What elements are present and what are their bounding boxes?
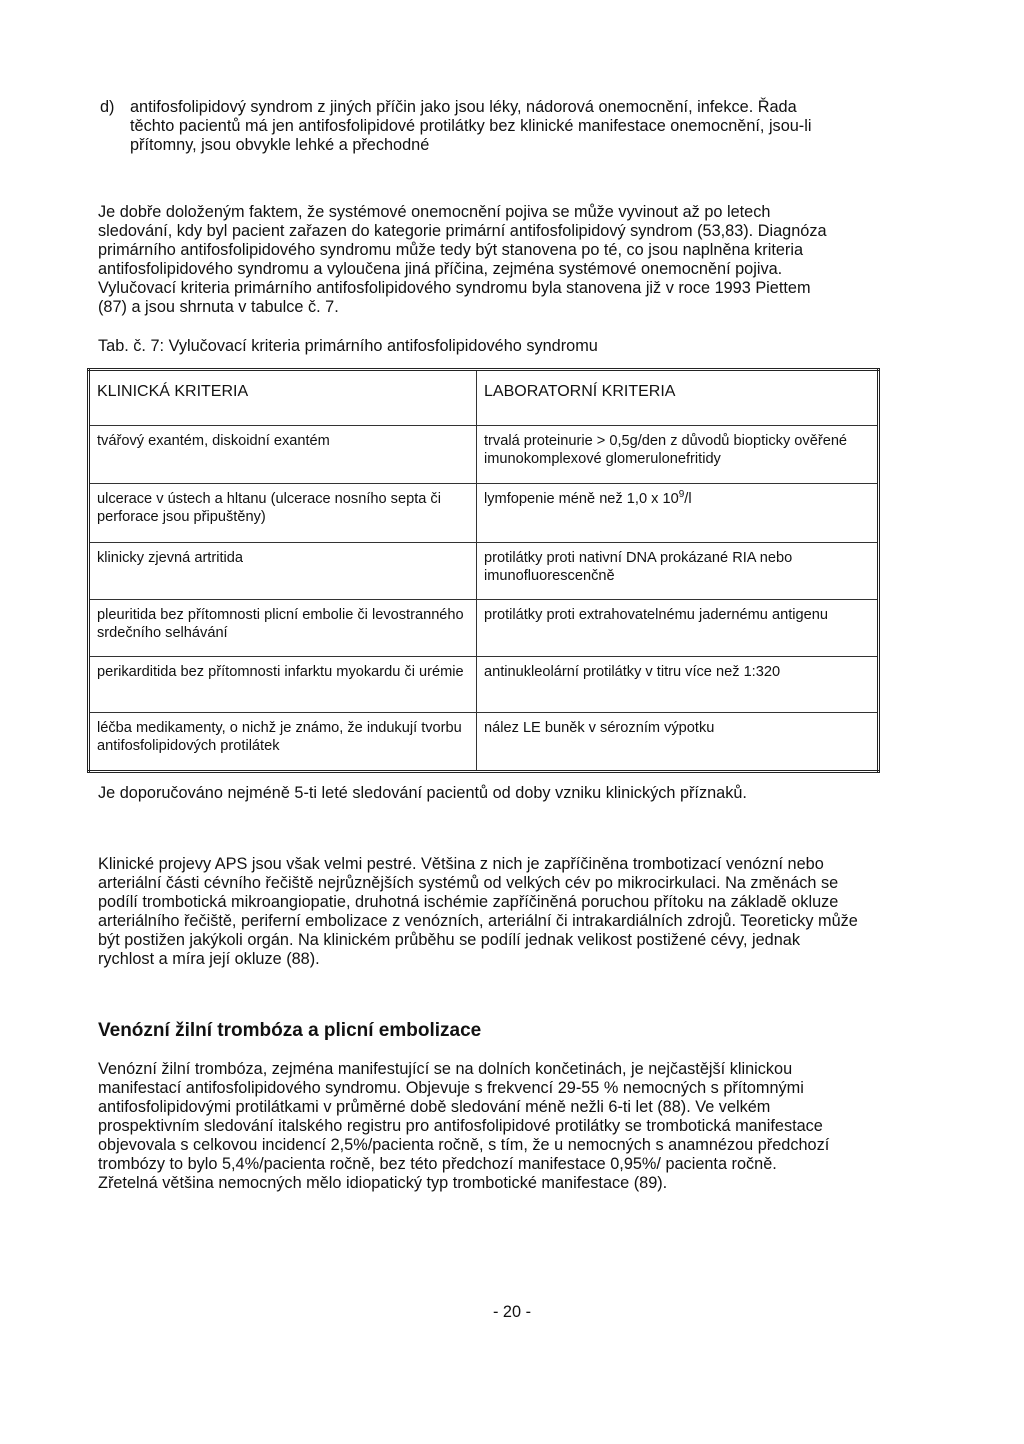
section-heading: Venózní žilní trombóza a plicní embolizace bbox=[98, 1020, 482, 1041]
exclusion-criteria-table bbox=[87, 368, 880, 773]
lymphopenia-text: lymfopenie méně než 1,0 x 10 bbox=[484, 491, 679, 507]
table-row bbox=[89, 543, 879, 600]
table-row bbox=[89, 713, 879, 772]
table-cell: tvářový exantém, diskoidní exantém bbox=[89, 426, 477, 484]
table-cell: protilátky proti nativní DNA prokázané RIA nebo imunofluorescenčně bbox=[477, 543, 879, 600]
table-row bbox=[89, 657, 879, 713]
table-cell: léčba medikamenty, o nichž je známo, že indukují tvorbu antifosfolipidových protilátek bbox=[89, 713, 477, 772]
table-header-row bbox=[89, 370, 879, 426]
header-clinical: KLINICKÁ KRITERIA bbox=[89, 370, 477, 426]
lymphopenia-unit: /l bbox=[684, 491, 692, 507]
table-cell: trvalá proteinurie > 0,5g/den z důvodů biopticky ověřené imunokomplexové glomerulonefritidy bbox=[477, 426, 879, 484]
table-row bbox=[89, 484, 879, 543]
paragraph-systemic-disease: Je dobře doloženým faktem, že systémové onemocnění pojiva se může vyvinout až po letech sledování, kdy byl pacient zařazen do kategorie primární antifosfolipidový syndrom (53,83). Diagnóza primárního antifosfolipidového syndromu může tedy být stanovena po té, co jsou naplněna kriteria antifosfolipidového syndromu a vyloučena jiná příčina, zejména systémové onemocnění pojiva. Vylučovací kriteria primárního antifosfolipidového syndromu byla stanovena již v roce 1993 Piettem (87) a jsou shrnuta v tabulce č. 7. bbox=[98, 203, 827, 316]
table-cell: ulcerace v ústech a hltanu (ulcerace nosního septa či perforace jsou připuštěny) bbox=[89, 484, 477, 543]
lymphopenia-exponent: 9 bbox=[678, 489, 685, 501]
table-cell: protilátky proti extrahovatelnému jadernému antigenu bbox=[477, 600, 879, 657]
table-cell: perikarditida bez přítomnosti infarktu myokardu či urémie bbox=[89, 657, 477, 713]
table-caption: Tab. č. 7: Vylučovací kriteria primárního antifosfolipidového syndromu bbox=[98, 337, 598, 355]
paragraph-follow-up: Je doporučováno nejméně 5-ti leté sledování pacientů od doby vzniku klinických příznaků. bbox=[98, 784, 747, 802]
list-item-text: antifosfolipidový syndrom z jiných příčin jako jsou léky, nádorová onemocnění, infekce. Řada těchto pacientů má jen antifosfolipidové protilátky bez klinické manifestace onemocnění, jsou-li přítomny, jsou obvykle lehké a přechodné bbox=[130, 98, 812, 154]
list-item-label: d) bbox=[100, 98, 115, 116]
table-cell: klinicky zjevná artritida bbox=[89, 543, 477, 600]
page-number: - 20 - bbox=[492, 1303, 531, 1321]
table-cell: nález LE buněk v sérozním výpotku bbox=[477, 713, 879, 772]
table-row bbox=[89, 600, 879, 657]
table-cell bbox=[477, 484, 879, 543]
paragraph-clinical-manifestations: Klinické projevy APS jsou však velmi pestré. Většina z nich je zapříčiněna trombotizací venózní nebo arteriální části cévního řečiště nejrůznějších systémů od velkých cév po mikrocirkulaci. Na změnách se podílí trombotická mikroangiopatie, druhotná ischémie zapříčiněná poruchou přítoku na základě okluze arteriálního řečiště, periferní embolizace z venózních, arteriální či intrakardiálních zdrojů. Teoreticky může být postižen jakýkoli orgán. Na klinickém průběhu se podílí jednak velikost postižené cévy, jednak rychlost a míra její okluze (88). bbox=[98, 855, 858, 968]
table-cell: pleuritida bez přítomnosti plicní embolie či levostranného srdečního selhávání bbox=[89, 600, 477, 657]
paragraph-venous-thrombosis: Venózní žilní trombóza, zejména manifestující se na dolních končetinách, je nejčastější klinickou manifestací antifosfolipidového syndromu. Objevuje s frekvencí 29-55 % nemocných s přítomnými antifosfolipidovými protilátkami v průměrné době sledování méně nežli 6-ti let (88). Ve velkém prospektivním sledování italského registru pro antifosfolipidové protilátky se trombotická manifestace objevovala s celkovou incidencí 2,5%/pacienta ročně, s tím, že u nemocných s anamnézou předchozí trombózy to bylo 5,4%/pacienta ročně, bez této předchozí manifestace 0,95%/ pacienta ročně. Zřetelná většina nemocných mělo idiopatický typ trombotické manifestace (89). bbox=[98, 1060, 830, 1192]
table-cell: antinukleolární protilátky v titru více než 1:320 bbox=[477, 657, 879, 713]
list-item-d bbox=[100, 98, 830, 155]
header-laboratory: LABORATORNÍ KRITERIA bbox=[477, 370, 879, 426]
table-row bbox=[89, 426, 879, 484]
